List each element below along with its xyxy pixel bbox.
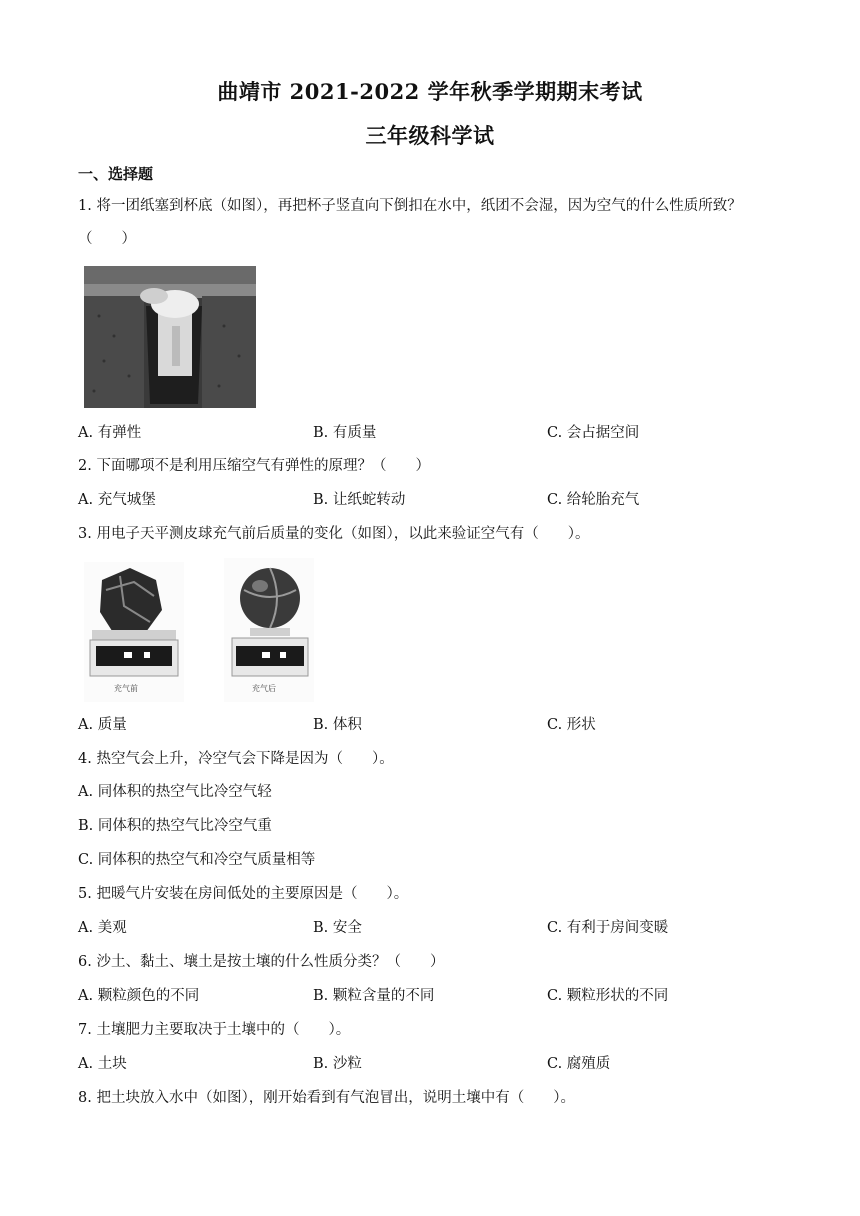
question-7-option-a: A. 土块 bbox=[78, 1056, 127, 1072]
question-2-option-a: A. 充气城堡 bbox=[78, 492, 156, 508]
question-3-caption-before: 充气前 bbox=[114, 684, 138, 693]
question-4-option-a: A. 同体积的热空气比冷空气轻 bbox=[78, 784, 272, 800]
question-2-option-b: B. 让纸蛇转动 bbox=[313, 492, 406, 508]
question-4-option-b: B. 同体积的热空气比冷空气重 bbox=[78, 818, 272, 834]
question-6-stem: 6. 沙土、黏土、壤土是按土壤的什么性质分类？（ ） bbox=[78, 954, 445, 970]
question-5-option-b: B. 安全 bbox=[313, 920, 362, 936]
question-6-option-b: B. 颗粒含量的不同 bbox=[313, 988, 435, 1004]
question-1-photo bbox=[84, 266, 256, 408]
question-3-option-a: A. 质量 bbox=[78, 717, 127, 733]
question-7-option-c: C. 腐殖质 bbox=[547, 1056, 611, 1072]
question-4-stem: 4. 热空气会上升，冷空气会下降是因为（ ）。 bbox=[78, 751, 394, 767]
question-3-caption-after: 充气后 bbox=[252, 684, 276, 693]
question-3-option-b: B. 体积 bbox=[313, 717, 362, 733]
question-4-option-c: C. 同体积的热空气和冷空气质量相等 bbox=[78, 852, 316, 868]
question-1-stem: 1. 将一团纸塞到杯底（如图），再把杯子竖直向下倒扣在水中，纸团不会湿，因为空气的什么性质所致？ bbox=[78, 198, 742, 214]
question-2-option-c: C. 给轮胎充气 bbox=[547, 492, 640, 508]
question-7-option-b: B. 沙粒 bbox=[313, 1056, 362, 1072]
question-1-option-c: C. 会占据空间 bbox=[547, 425, 640, 441]
exam-title: 曲靖市 2021-2022 学年秋季学期期末考试 bbox=[217, 79, 643, 104]
question-3-stem: 3. 用电子天平测皮球充气前后质量的变化（如图），以此来验证空气有（ ）。 bbox=[78, 526, 590, 542]
question-6-option-c: C. 颗粒形状的不同 bbox=[547, 988, 669, 1004]
question-1-stem-cont: （ ） bbox=[78, 231, 136, 247]
exam-subtitle: 三年级科学试 bbox=[365, 123, 495, 148]
question-5-option-c: C. 有利于房间变暖 bbox=[547, 920, 669, 936]
question-3-photo-after bbox=[224, 558, 314, 702]
question-3-option-c: C. 形状 bbox=[547, 717, 596, 733]
question-7-stem: 7. 土壤肥力主要取决于土壤中的（ ）。 bbox=[78, 1022, 351, 1038]
section-heading: 一、选择题 bbox=[78, 165, 154, 183]
question-1-option-a: A. 有弹性 bbox=[78, 425, 142, 441]
question-5-stem: 5. 把暖气片安装在房间低处的主要原因是（ ）。 bbox=[78, 886, 409, 902]
question-8-stem: 8. 把土块放入水中（如图），刚开始看到有气泡冒出，说明土壤中有（ ）。 bbox=[78, 1090, 575, 1106]
question-5-option-a: A. 美观 bbox=[78, 920, 127, 936]
question-2-stem: 2. 下面哪项不是利用压缩空气有弹性的原理？（ ） bbox=[78, 458, 430, 474]
question-1-option-b: B. 有质量 bbox=[313, 425, 377, 441]
question-3-photo-before bbox=[84, 562, 184, 702]
question-6-option-a: A. 颗粒颜色的不同 bbox=[78, 988, 200, 1004]
